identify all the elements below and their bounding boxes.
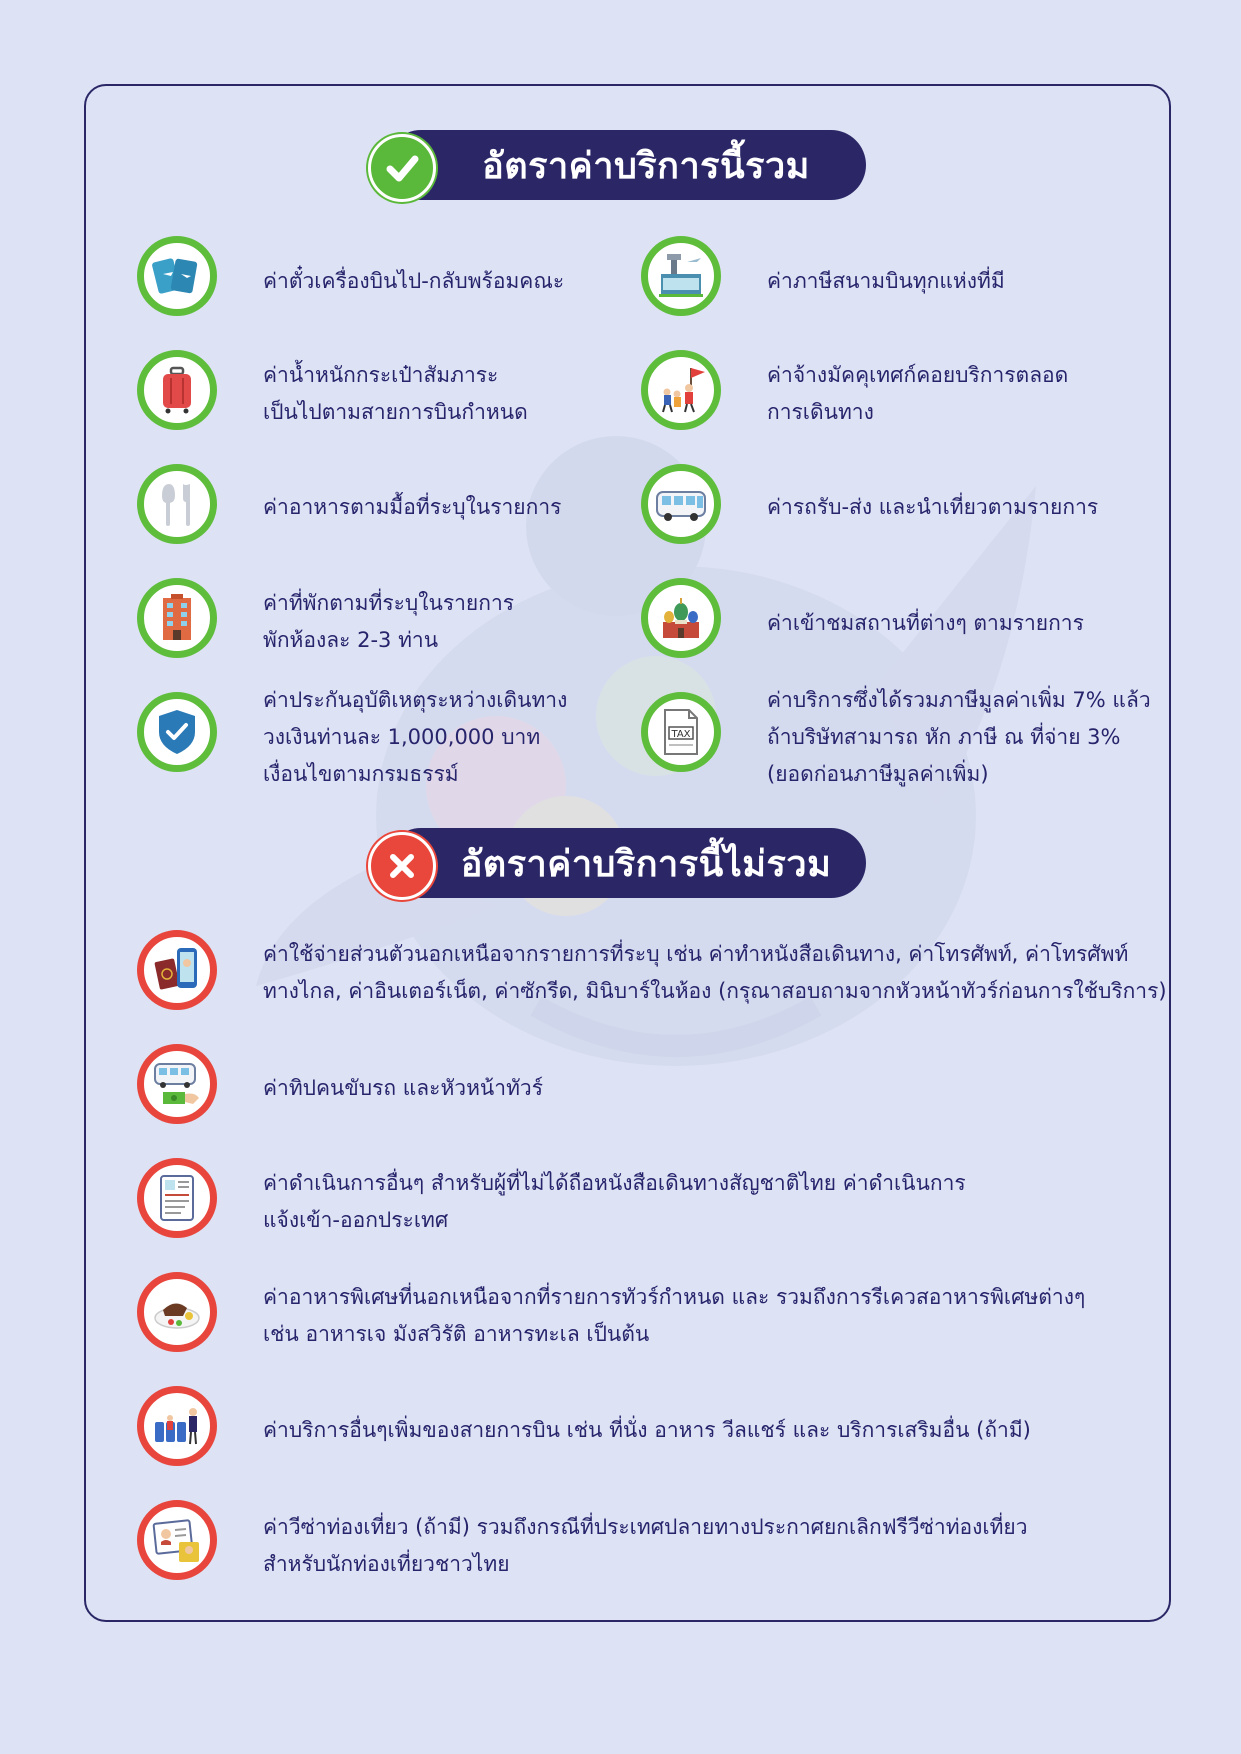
included-item-3: ค่าน้ำหนักกระเป๋าสัมภาระ เป็นไปตามสายการบินกำหนด	[263, 363, 528, 424]
included-item-6: ค่ารถรับ-ส่ง และนำเที่ยวตามรายการ	[767, 495, 1099, 519]
luggage-icon	[137, 350, 217, 430]
included-item-2: ค่าภาษีสนามบินทุกแห่งที่มี	[767, 269, 1005, 293]
airline-seat-icon	[137, 1386, 217, 1466]
excluded-item-6: ค่าวีซ่าท่องเที่ยว (ถ้ามี) รวมถึงกรณีที่ประเทศปลายทางประกาศยกเลิกฟรีวีซ่าท่องเที่ยว สำหรับนักท่องเที่ยวชาวไทย	[263, 1515, 1028, 1576]
bus-tip-icon	[137, 1044, 217, 1124]
excluded-banner	[386, 828, 866, 898]
included-item-7: ค่าที่พักตามที่ระบุในรายการ พักห้องละ 2-3 ท่าน	[263, 591, 515, 652]
check-icon	[368, 134, 436, 202]
included-item-1: ค่าตั๋วเครื่องบินไป-กลับพร้อมคณะ	[263, 269, 565, 293]
excluded-item-1: ค่าใช้จ่ายส่วนตัวนอกเหนือจากรายการที่ระบุ เช่น ค่าทำหนังสือเดินทาง, ค่าโทรศัพท์, ค่าโทรศัพท์ ทางไกล, ค่าอินเตอร์เน็ต, ค่าซักรีด, มินิบาร์ในห้อง (กรุณาสอบถามจากหัวหน้าทัวร์ก่อนการใช้บริการ)	[263, 942, 1167, 1003]
included-title: อัตราค่าบริการนี้รวม	[482, 145, 810, 187]
excluded-item-4: ค่าอาหารพิเศษที่นอกเหนือจากที่รายการทัวร์กำหนด และ รวมถึงการรีเควสอาหารพิเศษต่างๆ เช่น อาหารเจ มังสวิรัติ อาหารทะเล เป็นต้น	[263, 1285, 1086, 1346]
excluded-item-5: ค่าบริการอื่นๆเพิ่มของสายการบิน เช่น ที่นั่ง อาหาร วีลแชร์ และ บริการเสริมอื่น (ถ้ามี)	[263, 1418, 1031, 1442]
landmark-icon	[641, 578, 721, 658]
excluded-item-2: ค่าทิปคนขับรถ และหัวหน้าทัวร์	[263, 1076, 543, 1100]
document-icon	[137, 1158, 217, 1238]
cross-icon	[368, 832, 436, 900]
included-item-10: ค่าบริการซึ่งได้รวมภาษีมูลค่าเพิ่ม 7% แล้ว ถ้าบริษัทสามารถ หัก ภาษี ณ ที่จ่าย 3% (ยอดก่อนภาษีมูลค่าเพิ่ม)	[767, 688, 1151, 786]
ticket-icon	[137, 236, 217, 316]
passport-phone-icon	[137, 930, 217, 1010]
svg-text:TAX: TAX	[671, 729, 691, 740]
excluded-item-3: ค่าดำเนินการอื่นๆ สำหรับผู้ที่ไม่ได้ถือหนังสือเดินทางสัญชาติไทย ค่าดำเนินการ แจ้งเข้า-ออกประเทศ	[263, 1171, 966, 1232]
tax-document-icon	[641, 692, 721, 772]
special-meal-icon	[137, 1272, 217, 1352]
hotel-icon	[137, 578, 217, 658]
included-item-5: ค่าอาหารตามมื้อที่ระบุในรายการ	[263, 495, 562, 519]
excluded-title: อัตราค่าบริการนี้ไม่รวม	[460, 843, 832, 885]
included-banner	[386, 130, 866, 200]
airport-icon	[641, 236, 721, 316]
visa-icon	[137, 1500, 217, 1580]
tour-guide-icon	[641, 350, 721, 430]
bus-icon	[641, 464, 721, 544]
insurance-shield-icon	[137, 692, 217, 772]
included-item-8: ค่าเข้าชมสถานที่ต่างๆ ตามรายการ	[767, 611, 1084, 635]
included-item-9: ค่าประกันอุบัติเหตุระหว่างเดินทาง วงเงินท่านละ 1,000,000 บาท เงื่อนไขตามกรมธรรม์	[263, 688, 568, 786]
cutlery-icon	[137, 464, 217, 544]
included-item-4: ค่าจ้างมัคคุเทศก์คอยบริการตลอด การเดินทาง	[767, 363, 1069, 424]
